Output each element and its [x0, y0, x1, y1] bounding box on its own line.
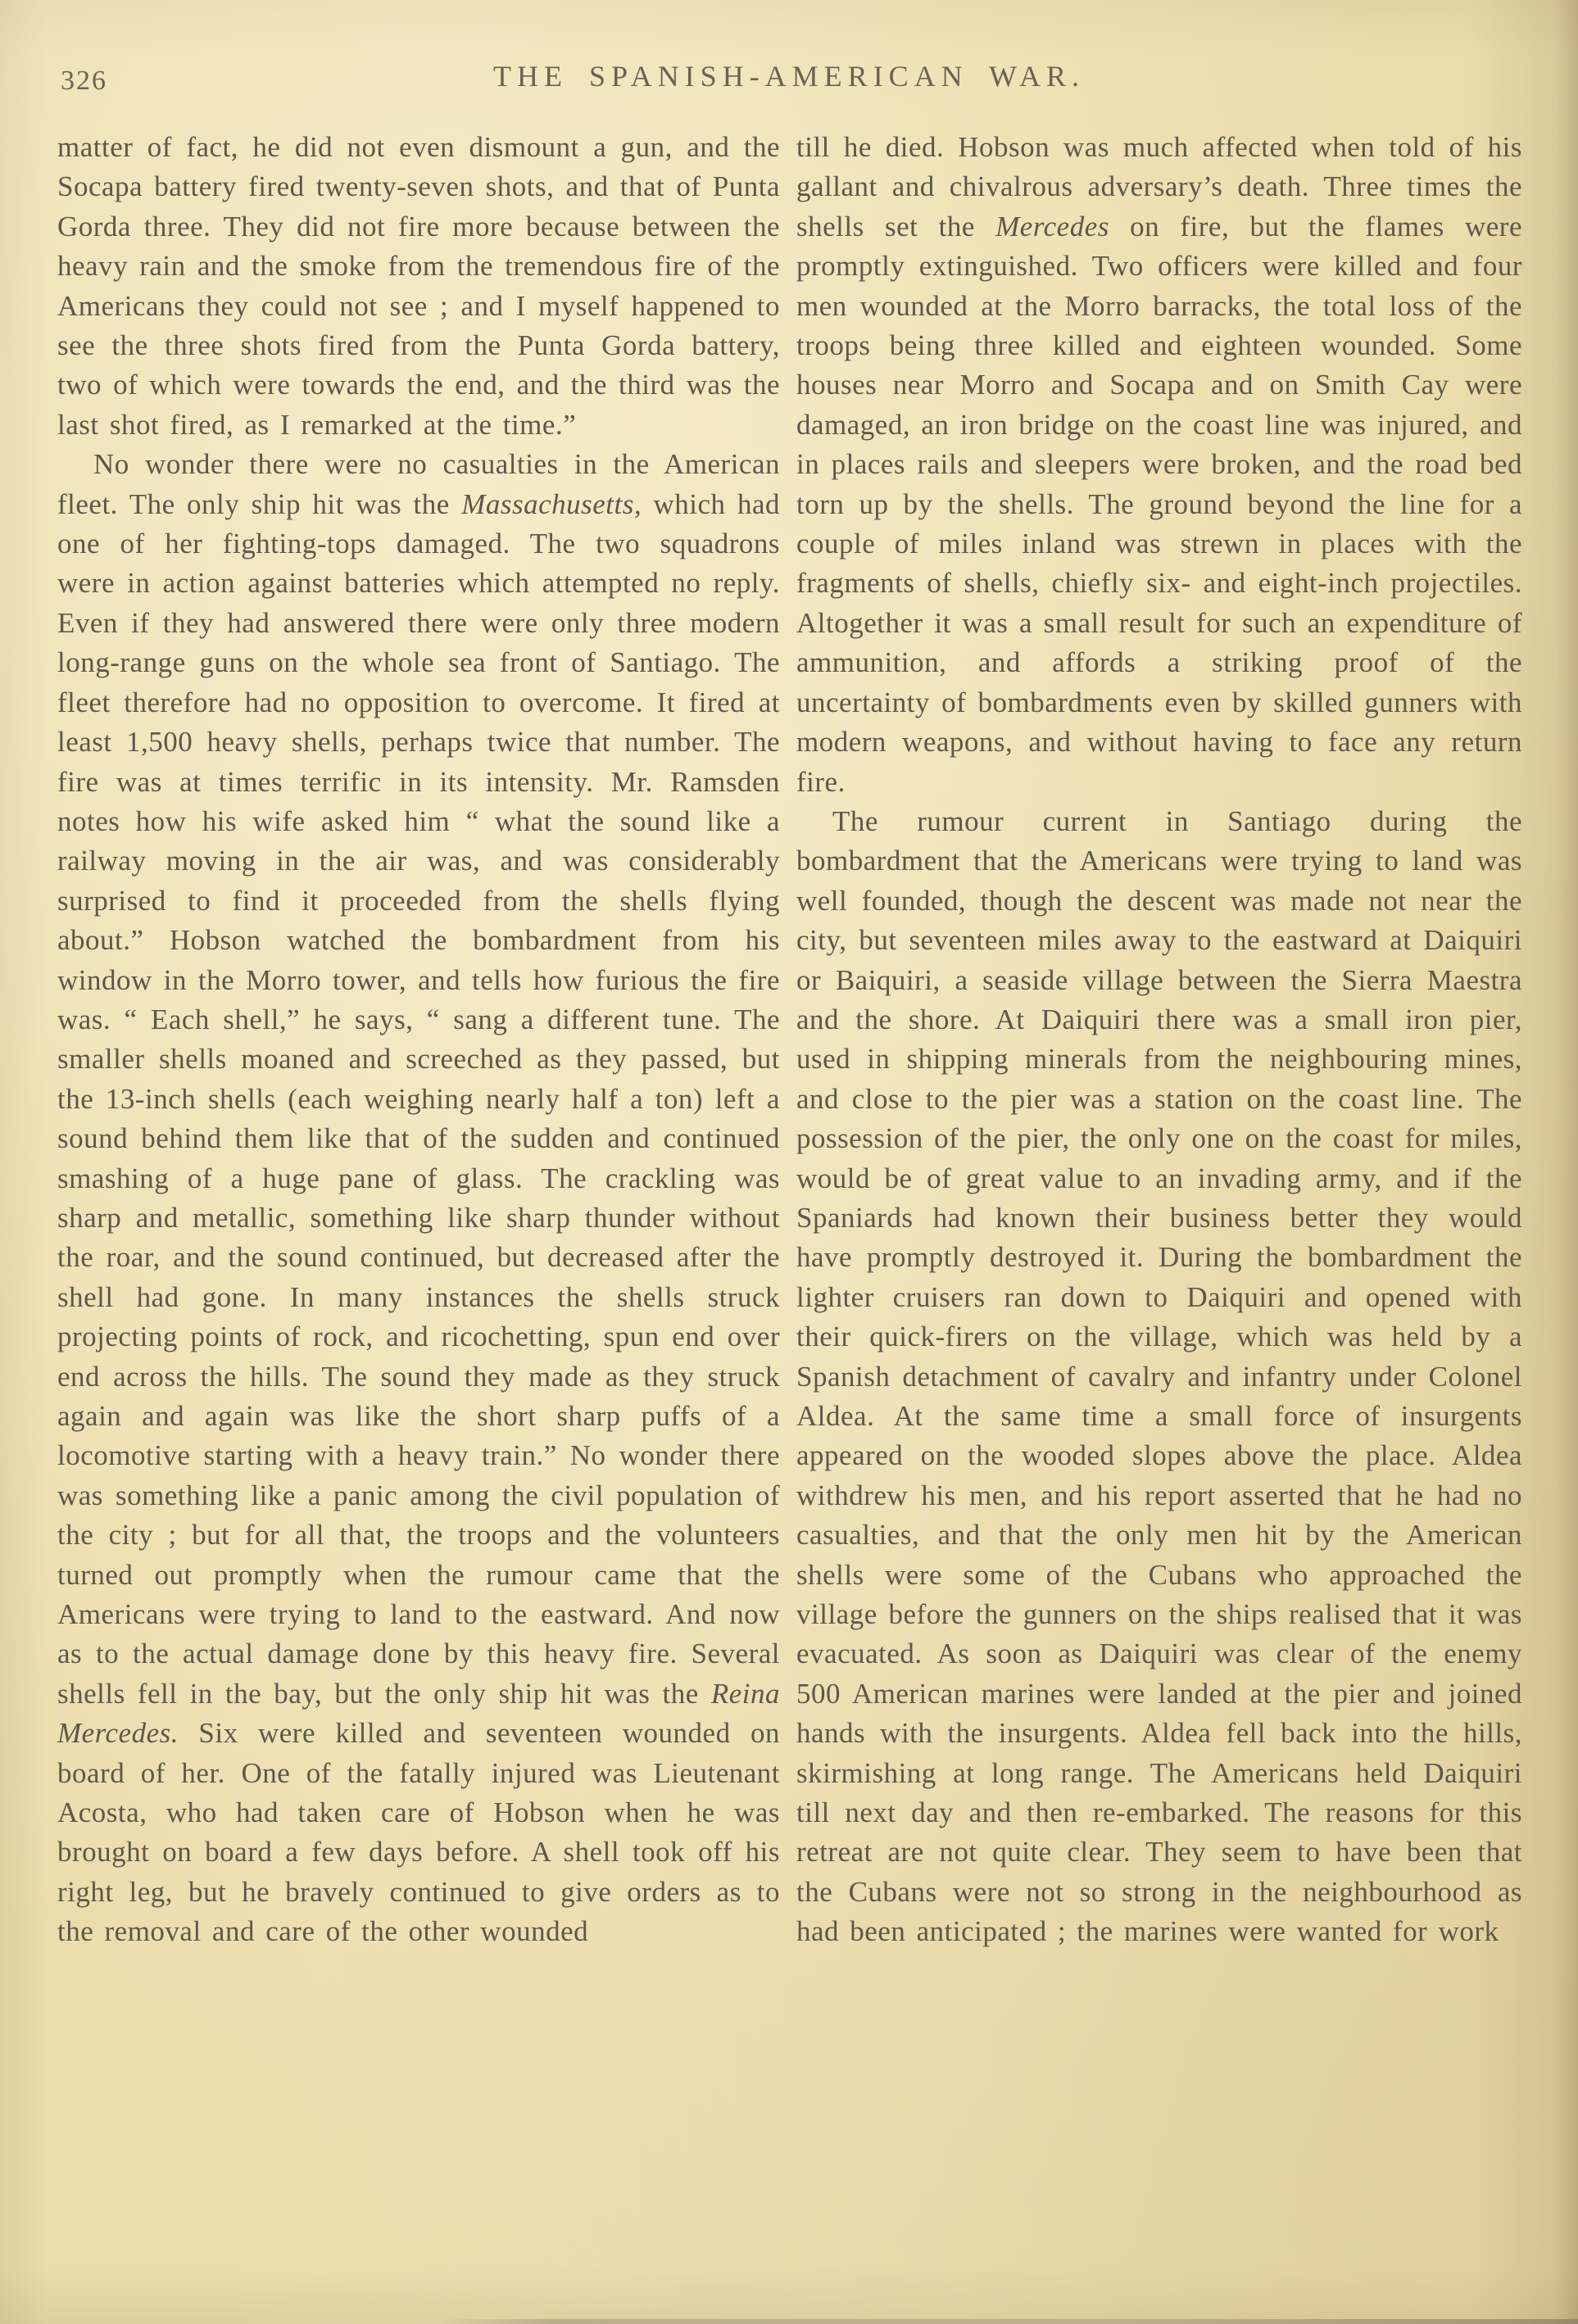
text-column-left — [57, 128, 780, 1952]
paragraph — [57, 128, 780, 445]
scan-bottom-edge-shadow — [442, 2319, 1578, 2324]
text-run: No wonder there were no casualties in the American fleet. The only ship hit was the — [57, 448, 780, 520]
ship-name-italic: Massachusetts, — [461, 487, 642, 520]
text-run: Six were killed and seventeen wounded on board of her. One of the fatally injured was Lieutenant Acosta, who had taken care of Hobson when he was brought on board a few days before. A shell took off his right leg, but he bravely continued to give orders as to the removal and care of the other wounded — [57, 1717, 780, 1948]
ship-name-italic: Mercedes — [995, 210, 1109, 242]
paragraph — [57, 445, 780, 1951]
running-title: THE SPANISH-AMERICAN WAR. — [492, 60, 1086, 93]
text-run: matter of fact, he did not even dismount a gun, and the Socapa battery fired twenty-seven shots, and that of Punta Gorda three. They did not fire more because between the heavy rain and the smoke from the tremendous fire of the Americans they could not see ; and I myself happened to see the three shots fired from the Punta Gorda battery, two of which were towards the end, and the third was the last shot fired, as I remarked at the time.” — [57, 131, 780, 441]
text-run: The rumour current in Santiago during the bombardment that the Americans were trying to land was well founded, though the descent was made not near the city, but seventeen miles away to the eastward at Daiquiri or Baiquiri, a seaside village between the Sierra Maestra and the shore. At Daiquiri there was a small iron pier, used in shipping minerals from the neighbouring mines, and close to the pier was a station on the coast line. The possession of the pier, the only one on the coast for miles, would be of great value to an invading army, and if the Spaniards had known their business better they would have promptly destroyed it. During the bombardment the lighter cruisers ran down to Daiquiri and opened with their quick-firers on the village, which was held by a Spanish detachment of cavalry and infantry under Colonel Aldea. At the same time a small force of insurgents appeared on the wooded slopes above the place. Aldea withdrew his men, and his report asserted that he had no casualties, and that the only men hit by the American shells were some of the Cubans who approached the village before the gunners on the ships realised that it was evacuated. As soon as Daiquiri was clear of the enemy 500 American marines were landed at the pier and joined hands with the insurgents. Aldea fell back into the hills, skirmishing at long range. The Americans held Daiquiri till next day and then re-embarked. The reasons for this retreat are not quite clear. They seem to have been that the Cubans were not so strong in the neighbourhood as had been anticipated ; the marines were wanted for work — [796, 804, 1522, 1948]
paragraph — [796, 128, 1522, 802]
page-number: 326 — [61, 66, 107, 96]
text-run: till he died. Hobson was much affected when told of his gallant and chivalrous adversary’s death. Three times the shells set the — [796, 131, 1522, 242]
ship-name-italic: Reina Mercedes. — [57, 1677, 780, 1750]
text-column-right — [796, 128, 1522, 1952]
paragraph — [796, 802, 1522, 1952]
text-run: on fire, but the flames were promptly extinguished. Two officers were killed and four men wounded at the Morro barracks, the total loss of the troops being three killed and eighteen wounded. Some houses near Morro and Socapa and on Smith Cay were damaged, an iron bridge on the coast line was injured, and in places rails and sleepers were broken, and the road bed torn up by the shells. The ground beyond the line for a couple of miles inland was strewn in places with the fragments of shells, chiefly six- and eight-inch projectiles. Altogether it was a small result for such an expenditure of ammunition, and affords a striking proof of the uncertainty of bombardments even by skilled gunners with modern weapons, and without having to face any return fire. — [796, 210, 1522, 798]
text-run: which had one of her fighting-tops damaged. The two squadrons were in action against batteries which attempted no reply. Even if they had answered there were only three modern long-range guns on the whole sea front of Santiago. The fleet therefore had no opposition to overcome. It fired at least 1,500 heavy shells, perhaps twice that number. The fire was at times terrific in its intensity. Mr. Ramsden notes how his wife asked him “ what the sound like a railway moving in the air was, and was considerably surprised to find it proceeded from the shells flying about.” Hobson watched the bombardment from his window in the Morro tower, and tells how furious the fire was. “ Each shell,” he says, “ sang a different tune. The smaller shells moaned and screeched as they passed, but the 13-inch shells (each weighing nearly half a ton) left a sound behind them like that of the sudden and continued smashing of a huge pane of glass. The crackling was sharp and metallic, something like sharp thunder without the roar, and the sound continued, but decreased after the shell had gone. In many instances the shells struck projecting points of rock, and ricochetting, spun end over end across the hills. The sound they made as they struck again and again was like the short sharp puffs of a locomotive starting with a heavy train.” No wonder there was something like a panic among the civil population of the city ; but for all that, the troops and the volunteers turned out promptly when the rumour came that the Americans were trying to land to the eastward. And now as to the actual damage done by this heavy fire. Several shells fell in the bay, but the only ship hit was the — [57, 487, 780, 1710]
